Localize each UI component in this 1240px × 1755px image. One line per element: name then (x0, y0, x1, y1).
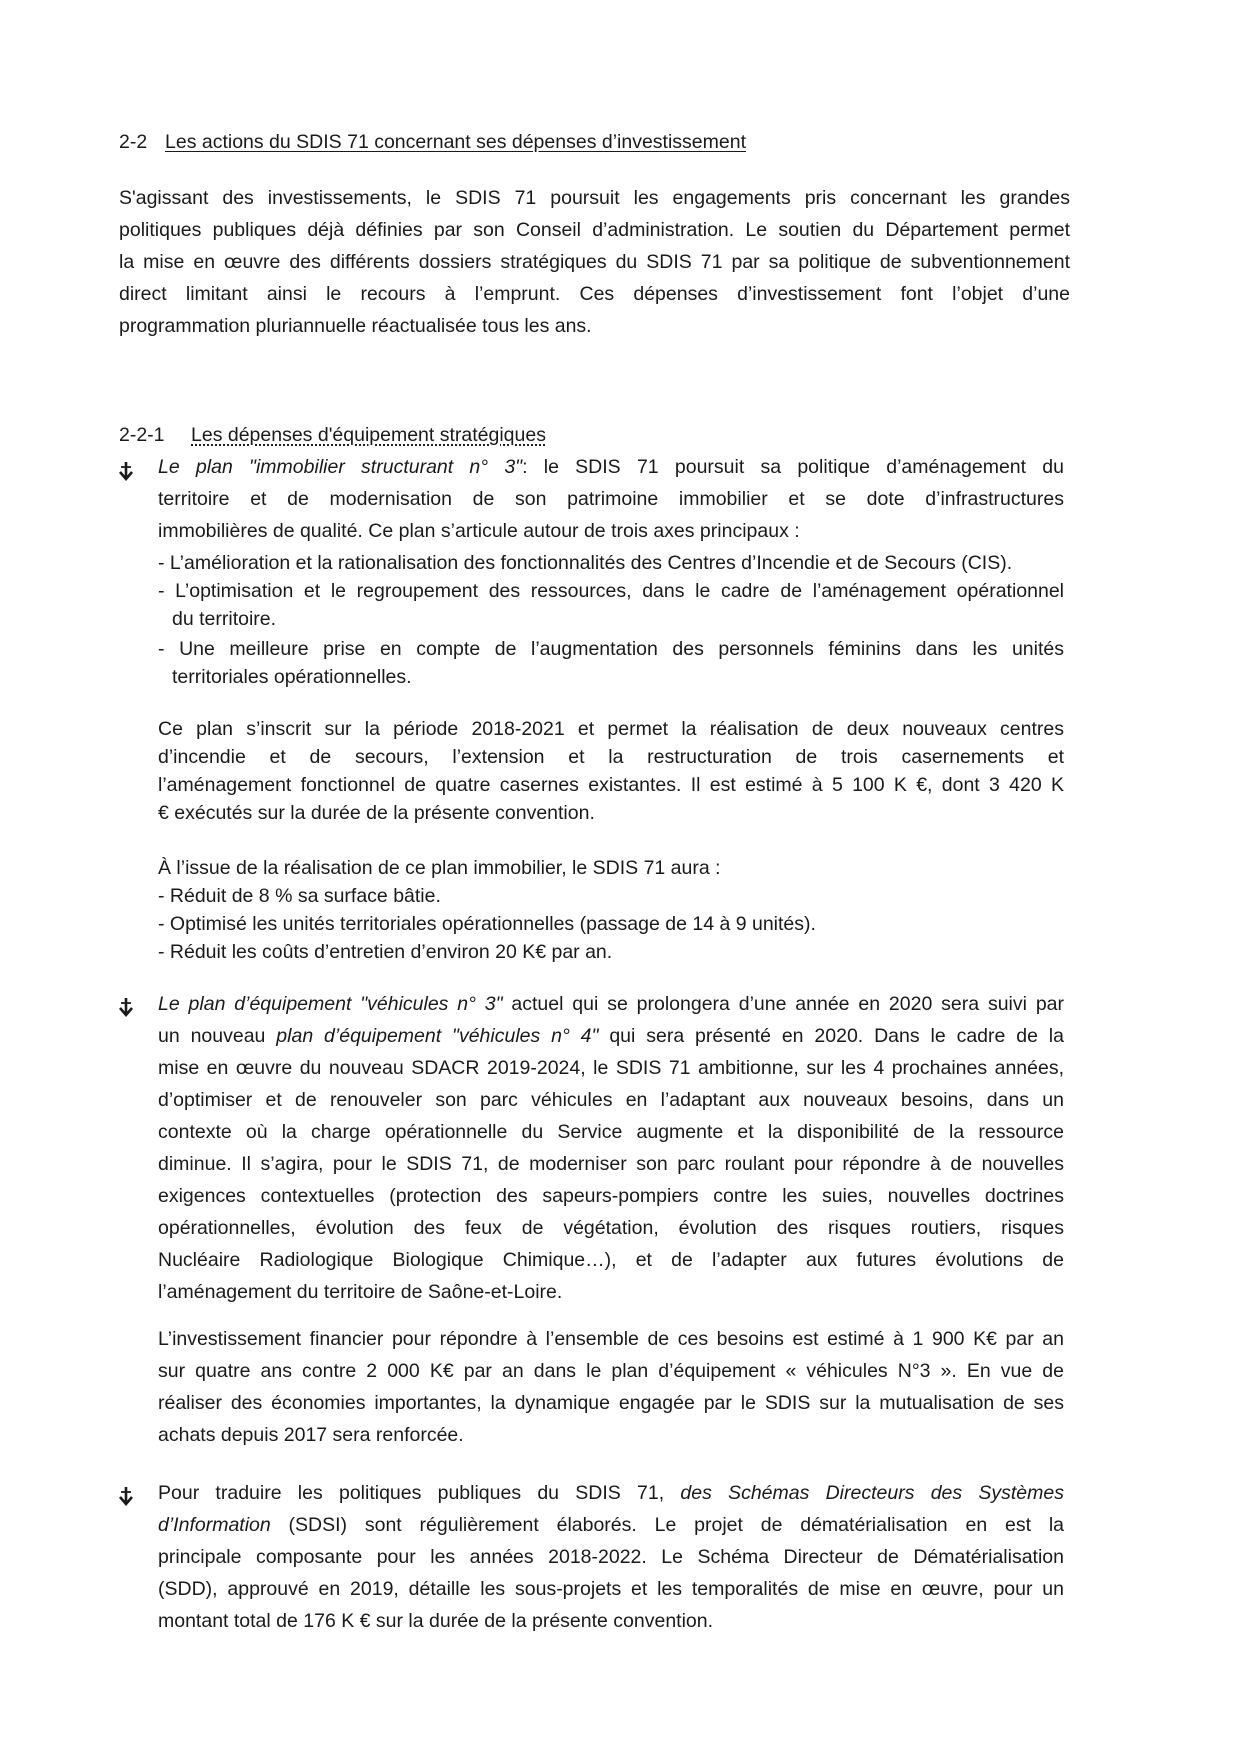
bullet3-first-pre: Pour traduire les politiques publiques du SDIS 71, (158, 1482, 681, 1504)
bullet2-second-rest: qui sera présenté en 2020. Dans le cadre de la (598, 1025, 1064, 1047)
subsection-heading (119, 419, 546, 451)
bullet3-first-line (158, 1477, 1064, 1509)
bullet2-line: Nucléaire Radiologique Biologique Chimique…), et de l’adapter aux futures évolutions de (158, 1249, 1064, 1271)
outcome-intro: À l’issue de la réalisation de ce plan immobilier, le SDIS 71 aura : (158, 857, 721, 879)
axis-item: du territoire. (172, 608, 277, 630)
period-line: € exécutés sur la durée de la présente convention. (158, 802, 595, 824)
axis-item: - L’amélioration et la rationalisation des fonctionnalités des Centres d’Incendie et de Secours (CIS). (158, 552, 1013, 574)
outcome-item: - Réduit de 8 % sa surface bâtie. (158, 885, 441, 907)
bullet2-first-line (158, 988, 1064, 1020)
bullet2-second-line (158, 1020, 1064, 1052)
bullet2-line: contexte où la charge opérationnelle du Service augmente et la disponibilité de la ressource (158, 1121, 1064, 1143)
bullet3-block (158, 1477, 1064, 1637)
section-number: 2-2 (119, 131, 148, 153)
bullet2-line: mise en œuvre du nouveau SDACR 2019-2024, le SDIS 71 ambitionne, sur les 4 prochaines années, (158, 1057, 1064, 1079)
bullet1-lead-italic: Le plan "immobilier structurant n° 3" (158, 456, 523, 478)
axis-item: - Une meilleure prise en compte de l’augmentation des personnels féminins dans les unités (158, 638, 1064, 660)
bullet3-second-rest: (SDSI) sont régulièrement élaborés. Le projet de dématérialisation en est la (270, 1514, 1064, 1536)
bullet2-line: d’optimiser et de renouveler son parc véhicules en l’adaptant aux nouveaux besoins, dans un (158, 1089, 1064, 1111)
subsection-title: Les dépenses d'équipement stratégiques (191, 424, 546, 446)
bullet3-line: principale composante pour les années 2018-2022. Le Schéma Directeur de Dématérialisation (158, 1546, 1064, 1568)
bullet2-second-pre: un nouveau (158, 1025, 277, 1047)
intro-line: S'agissant des investissements, le SDIS 71 poursuit les engagements pris concernant les grandes (119, 187, 1070, 209)
outcomes-block (158, 854, 1064, 966)
period-line: Ce plan s’inscrit sur la période 2018-2021 et permet la réalisation de deux nouveaux centres (158, 718, 1064, 740)
intro-line: politiques publiques déjà définies par son Conseil d’administration. Le soutien du Département permet (119, 219, 1070, 241)
period-line: d’incendie et de secours, l’extension et la restructuration de trois casernements et (158, 746, 1064, 768)
intro-line: direct limitant ainsi le recours à l’emprunt. Ces dépenses d’investissement font l’objet d’une (119, 283, 1070, 305)
section-heading (119, 126, 746, 158)
bullet3-line: (SDD), approuvé en 2019, détaille les sous-projets et les temporalités de mise en œuvre, pour un (158, 1578, 1064, 1600)
bullet2-first-rest: actuel qui se prolongera d’une année en 2020 sera suivi par (502, 993, 1065, 1015)
axes-list (158, 549, 1064, 691)
bullet2-first-italic: Le plan d’équipement "véhicules n° 3" (158, 993, 503, 1015)
bullet1-lead (158, 451, 1064, 483)
arrow-down-bullet-icon (117, 997, 135, 1021)
bullet1-line: territoire et de modernisation de son patrimoine immobilier et se dote d’infrastructures (158, 488, 1064, 510)
bullet2-line: opérationnelles, évolution des feux de végétation, évolution des risques routiers, risques (158, 1217, 1064, 1239)
bullet3-second-italic: d’Information (158, 1514, 271, 1536)
invest-line: sur quatre ans contre 2 000 K€ par an dans le plan d’équipement « véhicules N°3 ». En vue de (158, 1360, 1064, 1382)
axis-item: territoriales opérationnelles. (172, 666, 412, 688)
outcome-item: - Réduit les coûts d’entretien d’environ 20 K€ par an. (158, 941, 613, 963)
bullet1-line: immobilières de qualité. Ce plan s’articule autour de trois axes principaux : (158, 520, 800, 542)
intro-line: programmation pluriannuelle réactualisée tous les ans. (119, 315, 592, 337)
plan-period-paragraph (158, 715, 1064, 827)
invest-line: L’investissement financier pour répondre à l’ensemble de ces besoins est estimé à 1 900 K€ par an (158, 1328, 1064, 1350)
outcome-item: - Optimisé les unités territoriales opérationnelles (passage de 14 à 9 unités). (158, 913, 816, 935)
bullet2-block (158, 988, 1064, 1308)
intro-line: la mise en œuvre des différents dossiers stratégiques du SDIS 71 par sa politique de subventionnement (119, 251, 1070, 273)
bullet3-second-line (158, 1509, 1064, 1541)
bullet1-lead-rest: : le SDIS 71 poursuit sa politique d’aménagement du (522, 456, 1064, 478)
section-title: Les actions du SDIS 71 concernant ses dépenses d’investissement (165, 131, 747, 153)
bullet2-line: exigences contextuelles (protection des sapeurs-pompiers contre les suies, nouvelles doctrines (158, 1185, 1064, 1207)
bullet2-line: diminue. Il s’agira, pour le SDIS 71, de moderniser son parc roulant pour répondre à de nouvelles (158, 1153, 1064, 1175)
axis-item: - L’optimisation et le regroupement des ressources, dans le cadre de l’aménagement opérationnel (158, 580, 1064, 602)
bullet2-second-italic: plan d’équipement "véhicules n° 4" (276, 1025, 599, 1047)
intro-paragraph (119, 182, 1070, 342)
bullet3-last-line: montant total de 176 K € sur la durée de la présente convention. (158, 1610, 714, 1632)
bullet2-last-line: l’aménagement du territoire de Saône-et-Loire. (158, 1281, 563, 1303)
bullet3-first-italic: des Schémas Directeurs des Systèmes (680, 1482, 1064, 1504)
invest-line: réaliser des économies importantes, la dynamique engagée par le SDIS sur la mutualisation de ses (158, 1392, 1064, 1414)
investment-paragraph (158, 1323, 1064, 1451)
bullet1-block (158, 451, 1064, 547)
invest-line: achats depuis 2017 sera renforcée. (158, 1424, 464, 1446)
arrow-down-bullet-icon (117, 1486, 135, 1510)
subsection-number: 2-2-1 (119, 424, 165, 446)
period-line: l’aménagement fonctionnel de quatre casernes existantes. Il est estimé à 5 100 K €, dont 3 420 K (158, 774, 1064, 796)
arrow-down-bullet-icon (117, 461, 135, 485)
